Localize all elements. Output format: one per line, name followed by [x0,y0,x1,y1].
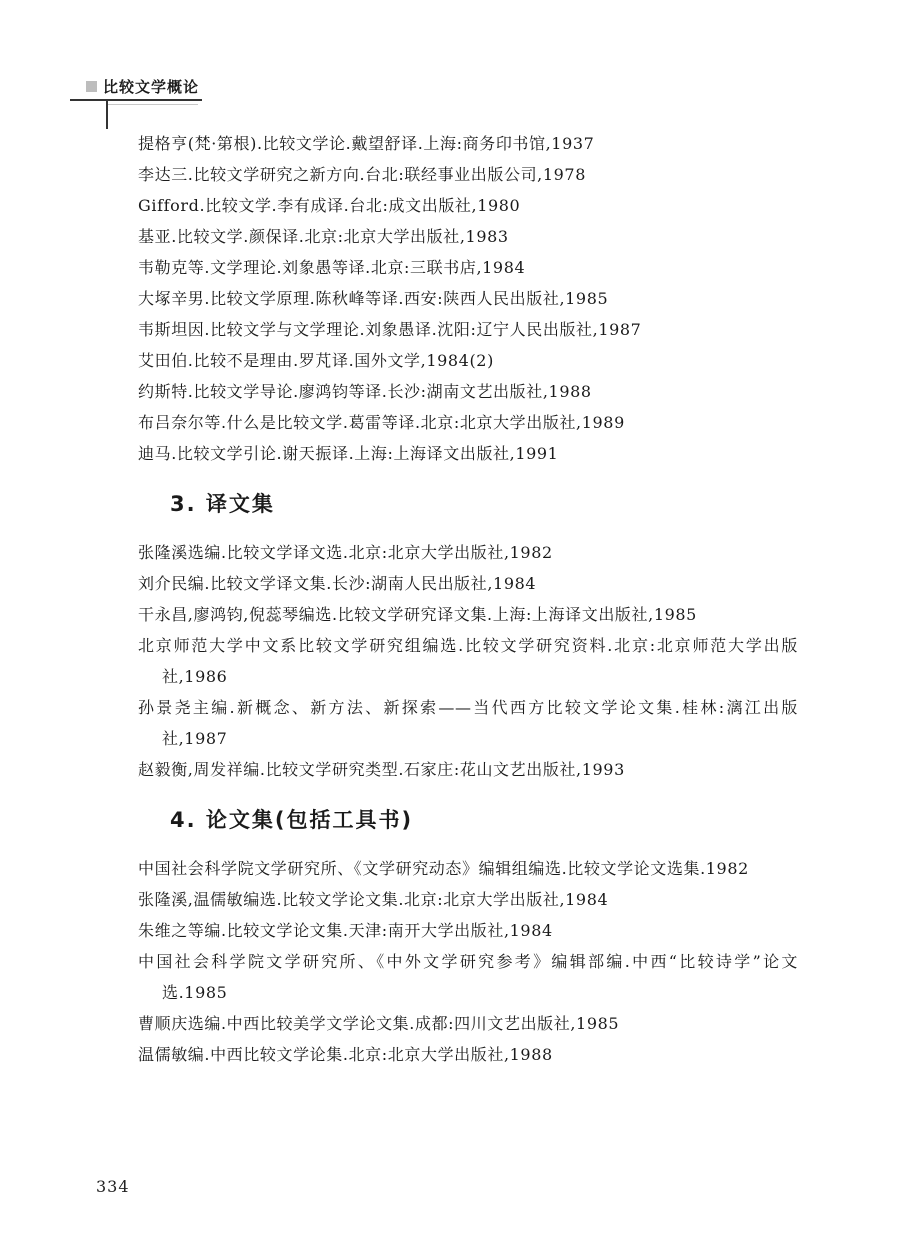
bibliography-entry: 艾田伯.比较不是理由.罗芃译.国外文学,1984(2) [138,351,494,370]
section-heading-essay-collections: 4. 论文集(包括工具书) [170,808,414,832]
bibliography-entry: 中国社会科学院文学研究所、《中外文学研究参考》编辑部编.中西“比较诗学”论文选.1985 [138,952,798,1002]
bibliography-group-translated-works [138,128,798,469]
bibliography-entry: 李达三.比较文学研究之新方向.台北:联经事业出版公司,1978 [138,165,586,184]
bibliography-group-essay-collections [138,853,798,1070]
running-head-title: 比较文学概论 [103,77,200,96]
bibliography-entry: 曹顺庆选编.中西比较美学文学论文集.成都:四川文艺出版社,1985 [138,1014,620,1033]
bibliography-entry: 布吕奈尔等.什么是比较文学.葛雷等译.北京:北京大学出版社,1989 [138,413,625,432]
running-head [86,72,199,100]
page-number: 334 [96,1177,130,1196]
bibliography-entry: 刘介民编.比较文学译文集.长沙:湖南人民出版社,1984 [138,574,537,593]
bibliography-entry: 张隆溪选编.比较文学译文选.北京:北京大学出版社,1982 [138,543,553,562]
bibliography-entry: 韦斯坦因.比较文学与文学理论.刘象愚译.沈阳:辽宁人民出版社,1987 [138,320,642,339]
bibliography-entry: 提格亨(梵·第根).比较文学论.戴望舒译.上海:商务印书馆,1937 [138,134,595,153]
bibliography-entry: 迪马.比较文学引论.谢天振译.上海:上海译文出版社,1991 [138,444,559,463]
bibliography-entry: 基亚.比较文学.颜保译.北京:北京大学出版社,1983 [138,227,509,246]
bibliography-entry: 韦勒克等.文学理论.刘象愚等译.北京:三联书店,1984 [138,258,526,277]
header-rule [70,99,202,101]
bibliography-entry: 约斯特.比较文学导论.廖鸿钧等译.长沙:湖南文艺出版社,1988 [138,382,592,401]
section-heading-translation-collections: 3. 译文集 [170,492,275,516]
header-vertical-rule [106,99,108,129]
bibliography-entry: 中国社会科学院文学研究所、《文学研究动态》编辑组编选.比较文学论文选集.1982 [138,859,749,878]
bibliography-entry: 朱维之等编.比较文学论文集.天津:南开大学出版社,1984 [138,921,553,940]
bibliography-entry: 干永昌,廖鸿钧,倪蕊琴编选.比较文学研究译文集.上海:上海译文出版社,1985 [138,605,697,624]
bibliography-entry: 孙景尧主编.新概念、新方法、新探索——当代西方比较文学论文集.桂林:漓江出版社,1987 [138,698,798,748]
bibliography-entry: Gifford.比较文学.李有成译.台北:成文出版社,1980 [138,196,521,215]
bibliography-entry: 大塚辛男.比较文学原理.陈秋峰等译.西安:陕西人民出版社,1985 [138,289,609,308]
bibliography-entry: 北京师范大学中文系比较文学研究组编选.比较文学研究资料.北京:北京师范大学出版社,1986 [138,636,798,686]
bibliography-group-translation-collections [138,537,798,785]
bibliography-entry: 张隆溪,温儒敏编选.比较文学论文集.北京:北京大学出版社,1984 [138,890,609,909]
bibliography-entry: 温儒敏编.中西比较文学论集.北京:北京大学出版社,1988 [138,1045,553,1064]
bibliography-content [138,128,798,1070]
header-rule-light [108,104,198,105]
bibliography-entry: 赵毅衡,周发祥编.比较文学研究类型.石家庄:花山文艺出版社,1993 [138,760,625,779]
square-bullet-icon [86,81,97,92]
